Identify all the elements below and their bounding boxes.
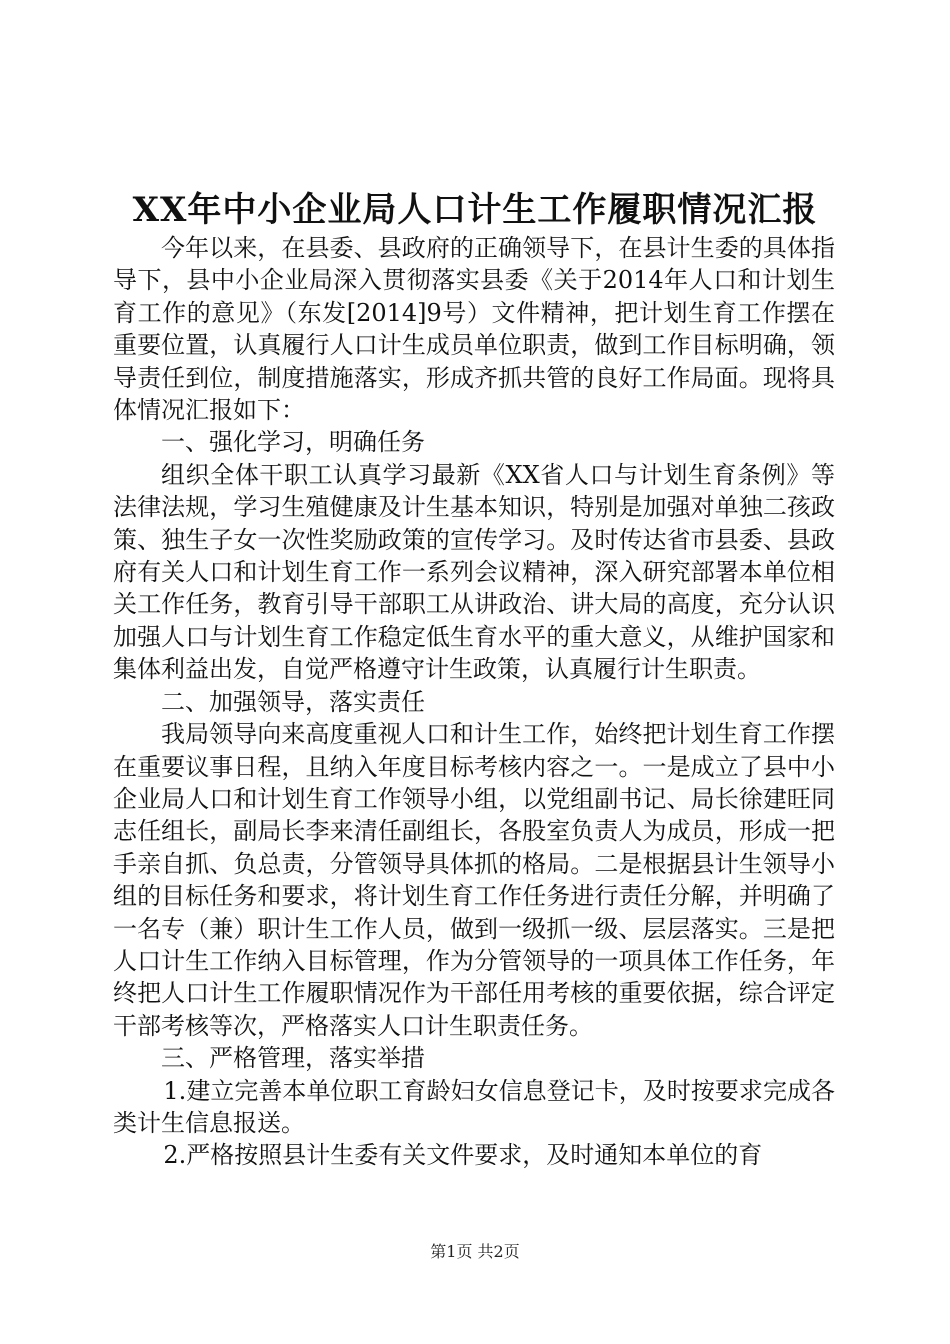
section-3-heading: 三、严格管理，落实举措: [161, 1044, 425, 1073]
section-2-heading: 二、加强领导，落实责任: [161, 687, 425, 716]
section-1-paragraph: 组织全体干职工认真学习最新《XX省人口与计划生育条例》等法律法规，学习生殖健康及计生基本知识，特别是加强对单独二孩政策、独生子女一次性奖励政策的宣传学习。及时传达省市县委、县政府有关人口和计划生育工作一系列会议精神，深入研究部署本单位相关工作任务，教育引导干部职工从讲政治、讲大局的高度，充分认识加强人口与计划生育工作稳定低生育水平的重大意义，从维护国家和集体利益出发，自觉严格遵守计生政策，认真履行计生职责。: [113, 460, 835, 684]
page-number-footer: 第1页 共2页: [430, 1242, 520, 1261]
section-3-item-1: 1.建立完善本单位职工育龄妇女信息登记卡，及时按要求完成各类计生信息报送。: [113, 1076, 835, 1137]
section-1-heading: 一、强化学习，明确任务: [161, 428, 425, 457]
section-3-item-2: 2.严格按照县计生委有关文件要求，及时通知本单位的育: [163, 1141, 763, 1170]
document-body: [113, 232, 835, 1172]
section-2-paragraph: 我局领导向来高度重视人口和计生工作，始终把计划生育工作摆在重要议事日程，且纳入年度目标考核内容之一。一是成立了县中小企业局人口和计划生育工作领导小组，以党组副书记、局长徐建旺同志任组长，副局长李来清任副组长，各股室负责人为成员，形成一把手亲自抓、负总责，分管领导具体抓的格局。二是根据县计生领导小组的目标任务和要求，将计划生育工作任务进行责任分解，并明确了一名专（兼）职计生工作人员，做到一级抓一级、层层落实。三是把人口计生工作纳入目标管理，作为分管领导的一项具体工作任务，年终把人口计生工作履职情况作为干部任用考核的重要依据，综合评定干部考核等次，严格落实人口计生职责任务。: [113, 720, 835, 1040]
document-title: XX年中小企业局人口计生工作履职情况汇报: [132, 190, 818, 230]
intro-paragraph: 今年以来，在县委、县政府的正确领导下，在县计生委的具体指导下，县中小企业局深入贯彻落实县委《关于2014年人口和计划生育工作的意见》（东发[2014]9号）文件精神，把计划生育工作摆在重要位置，认真履行人口计生成员单位职责，做到工作目标明确，领导责任到位，制度措施落实，形成齐抓共管的良好工作局面。现将具体情况汇报如下：: [113, 234, 835, 425]
